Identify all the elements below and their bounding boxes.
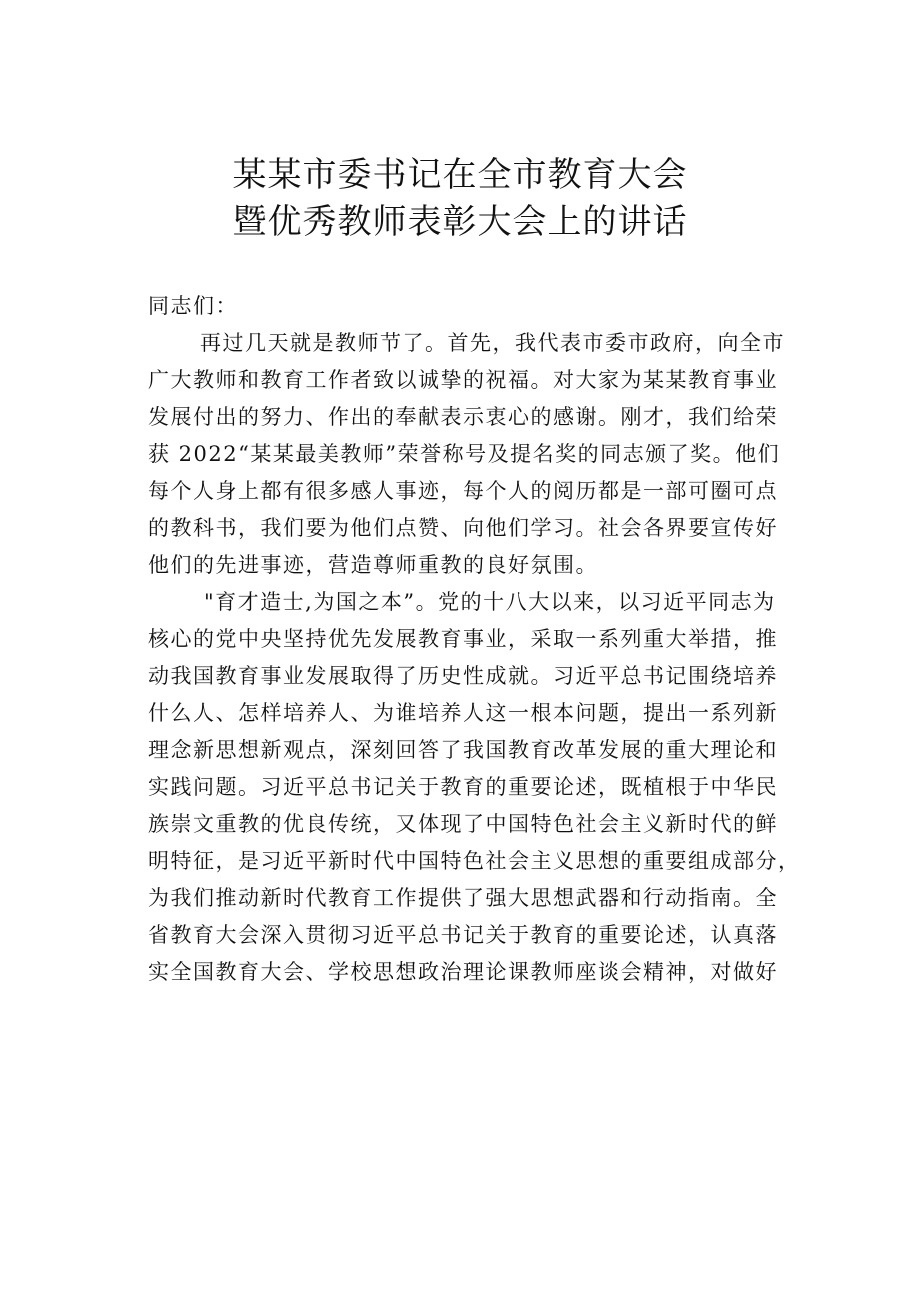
paragraph-2-line-7: 族崇文重教的优良传统，又体现了中国特色社会主义新时代的鲜 [148,812,778,836]
paragraph-1-line-6: 的教科书，我们要为他们点赞、向他们学习。社会各界要宣传好 [148,516,778,540]
paragraph-2-line-9: 为我们推动新时代教育工作提供了强大思想武器和行动指南。全 [148,886,778,910]
title-line-1: 某某市委书记在全市教育大会 [232,155,688,195]
paragraph-1-line-7: 他们的先进事迹，营造尊师重教的良好氛围。 [148,553,598,577]
paragraph-2-line-4: 什么人、怎样培养人、为谁培养人这一根本问题，提出一系列新 [148,701,778,725]
paragraph-2-line-3: 动我国教育事业发展取得了历史性成就。习近平总书记围绕培养 [148,664,778,688]
paragraph-1-line-1: 再过几天就是教师节了。首先，我代表市委市政府，向全市 [200,331,785,355]
paragraph-1-line-3: 发展付出的努力、作出的奉献表示衷心的感谢。刚才，我们给荣 [148,405,778,429]
paragraph-2-line-5: 理念新思想新观点，深刻回答了我国教育改革发展的重大理论和 [148,738,778,762]
paragraph-2-line-10: 省教育大会深入贯彻习近平总书记关于教育的重要论述，认真落 [148,923,778,947]
document-body [148,288,808,991]
paragraph-2-line-11: 实全国教育大会、学校思想政治理论课教师座谈会精神，对做好 [148,960,778,984]
paragraph-1-line-4: 获 2022“某某最美教师”荣誉称号及提名奖的同志颁了奖。他们 [148,442,781,466]
title-line-2: 暨优秀教师表彰大会上的讲话 [232,202,688,242]
paragraph-2-line-6: 实践问题。习近平总书记关于教育的重要论述，既植根于中华民 [148,775,778,799]
document-title [0,152,920,246]
paragraph-2-line-1: "育才造士,为国之本”。党的十八大以来，以习近平同志为 [204,590,776,614]
paragraph-1-line-2: 广大教师和教育工作者致以诚挚的祝福。对大家为某某教育事业 [148,368,778,392]
salutation: 同志们： [148,294,238,318]
paragraph-2-line-8: 明特征，是习近平新时代中国特色社会主义思想的重要组成部分， [148,849,801,873]
paragraph-1-line-5: 每个人身上都有很多感人事迹，每个人的阅历都是一部可圈可点 [148,479,778,503]
paragraph-2-line-2: 核心的党中央坚持优先发展教育事业，采取一系列重大举措，推 [148,627,778,651]
